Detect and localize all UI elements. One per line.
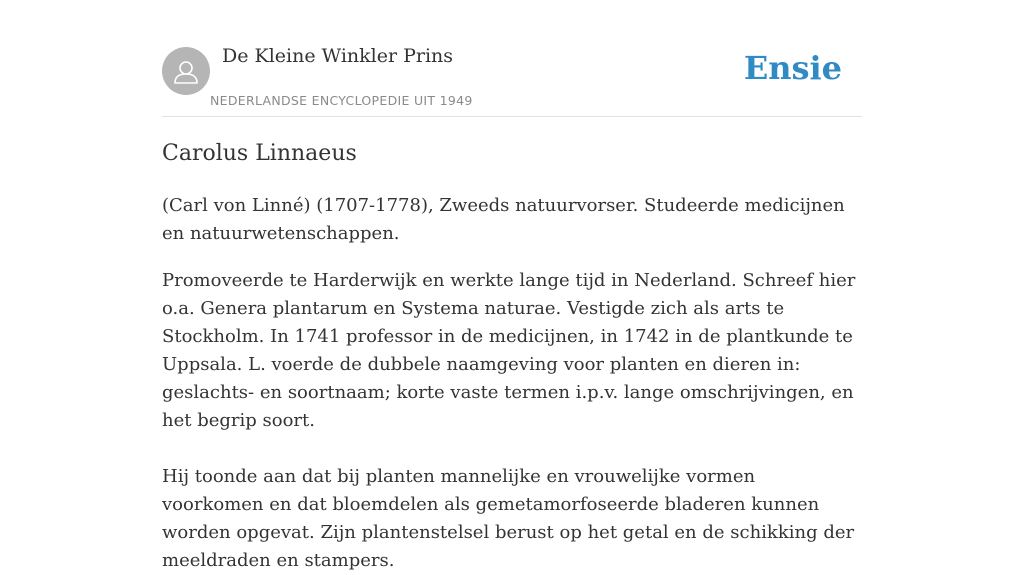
- source-title[interactable]: De Kleine Winkler Prins: [222, 45, 454, 67]
- header: [162, 0, 862, 117]
- source-subtitle[interactable]: NEDERLANDSE ENCYCLOPEDIE UIT 1949: [210, 93, 473, 108]
- article-paragraph: Promoveerde te Harderwijk en werkte lange tijd in Nederland. Schreef hier o.a. Genera plantarum en Systema naturae. Vestigde zich als arts te Stockholm. In 1741 professor in de medicijnen, in 1742 in de plantkunde te Uppsala. L. voerde de dubbele naamgeving voor planten en dieren in: geslachts- en soortnaam; korte vaste termen i.p.v. lange omschrijvingen, en het begrip soort.: [162, 270, 856, 431]
- article: [162, 137, 862, 575]
- article-title: Carolus Linnaeus: [162, 141, 357, 166]
- brand-logo[interactable]: Ensie: [743, 49, 842, 87]
- avatar[interactable]: [162, 47, 210, 95]
- user-icon: [162, 47, 210, 95]
- article-paragraph: (Carl von Linné) (1707-1778), Zweeds natuurvorser. Studeerde medicijnen en natuurwetenschappen.: [162, 195, 845, 244]
- article-paragraph: Hij toonde aan dat bij planten mannelijke en vrouwelijke vormen voorkomen en dat bloemdelen als gemetamorfoseerde bladeren kunnen worden opgevat. Zijn plantenstelsel berust op het getal en de schikking der meeldraden en stampers.: [162, 466, 855, 571]
